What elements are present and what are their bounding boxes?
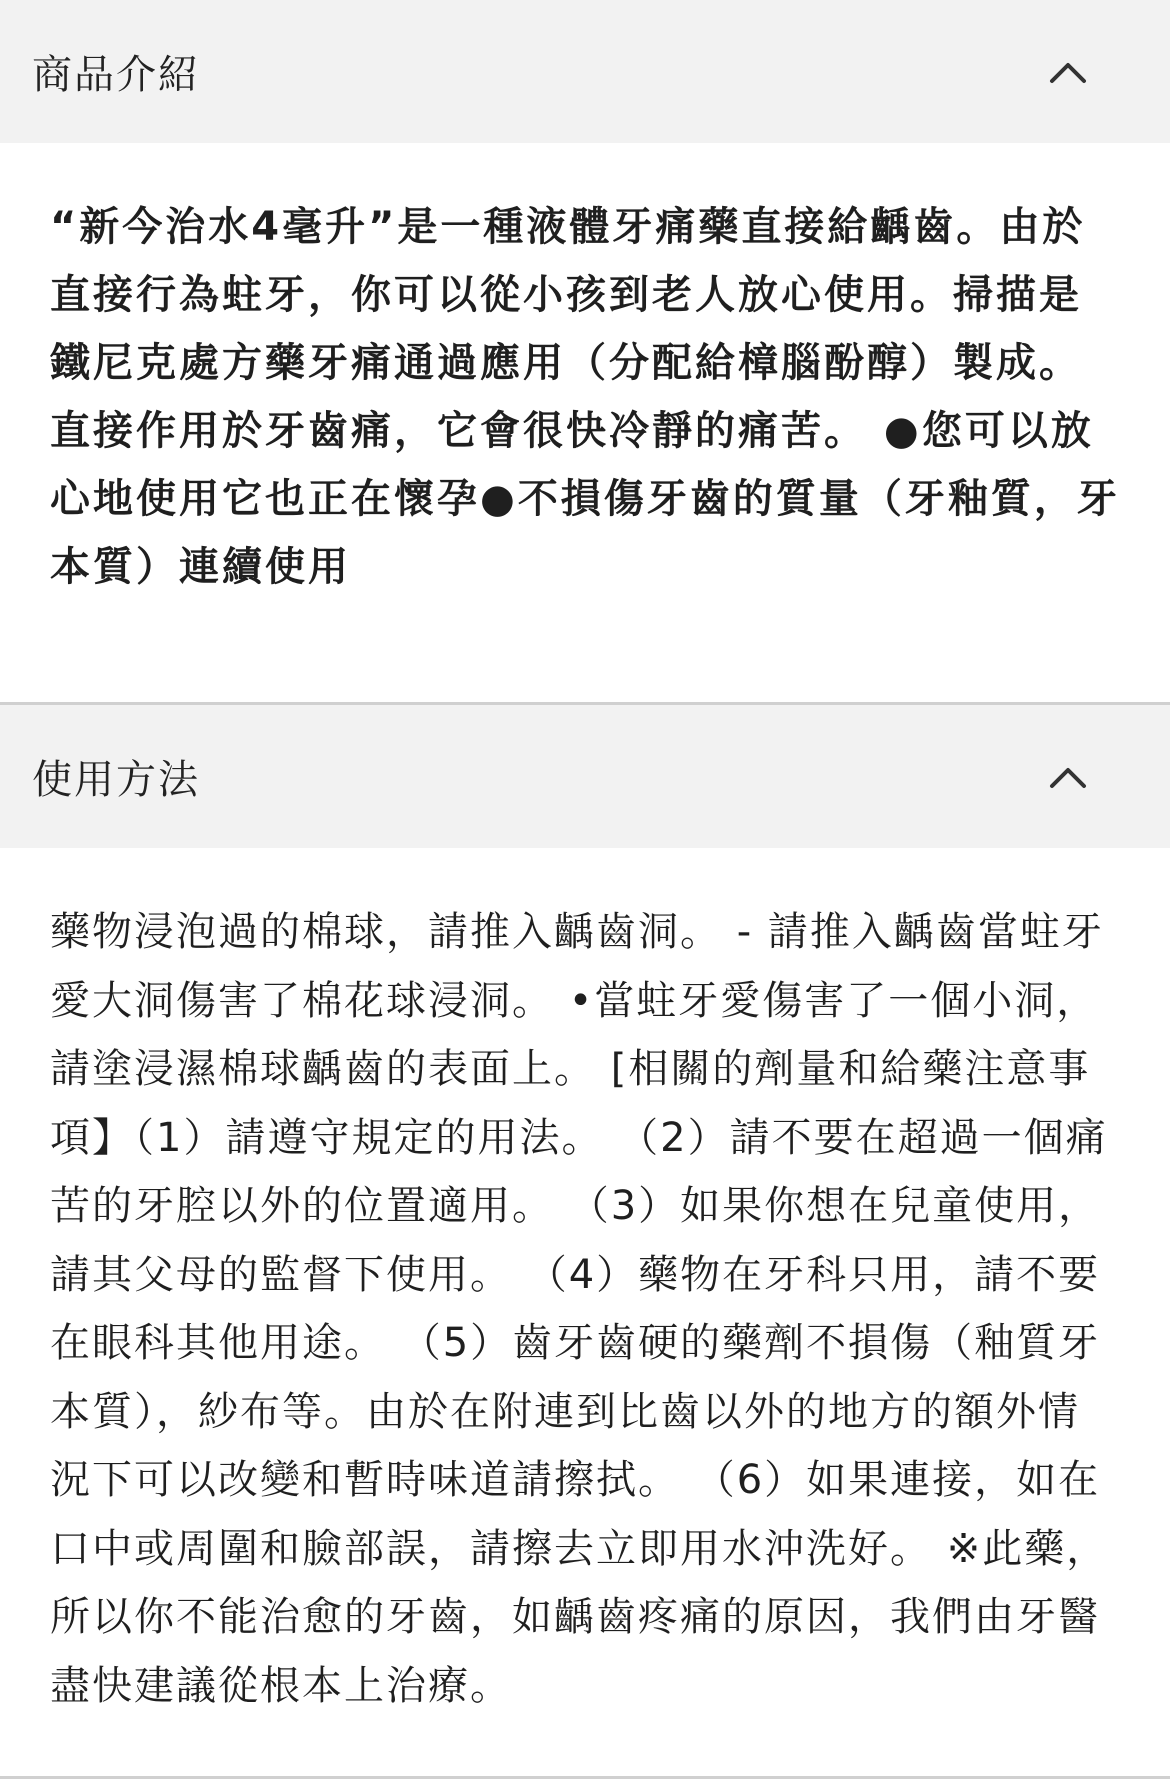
chevron-up-icon[interactable]: [1048, 52, 1088, 92]
usage-instructions: 藥物浸泡過的棉球，請推入齲齒洞。 - 請推入齲齒當蛀牙愛大洞傷害了棉花球浸洞。 •當蛀牙愛傷害了一個小洞，請塗浸濕棉球齲齒的表面上。 [相關的劑量和給藥注意事項】（1）請遵守規定的用法。 （2）請不要在超過一個痛苦的牙腔以外的位置適用。 （3）如果你想在兒童使用，請其父母的監督下使用。 （4）藥物在牙科只用，請不要在眼科其他用途。 （5）齒牙齒硬的藥劑不損傷（釉質牙本質），紗布等。由於在附連到比齒以外的地方的額外情況下可以改變和暫時味道請擦拭。 （6）如果連接，如在口中或周圍和臉部誤，請擦去立即用水沖洗好。 ※此藥，所以你不能治愈的牙齒，如齲齒疼痛的原因，我們由牙醫盡快建議從根本上治療。: [50, 909, 1109, 1709]
product-intro-section: [0, 0, 1170, 702]
product-intro-body: [0, 143, 1170, 702]
section-title: 商品介紹: [32, 52, 200, 98]
usage-body: [0, 848, 1170, 1776]
section-title: 使用方法: [32, 757, 200, 803]
chevron-up-icon[interactable]: [1048, 757, 1088, 797]
usage-section: [0, 702, 1170, 1776]
product-intro-header[interactable]: [0, 0, 1170, 143]
usage-header[interactable]: [0, 705, 1170, 848]
product-description: “新今治水4毫升”是一種液體牙痛藥直接給齲齒。由於直接行為蛀牙，你可以從小孩到老人放心使用。掃描是鐵尼克處方藥牙痛通過應用（分配給樟腦酚醇）製成。直接作用於牙齒痛，它會很快冷靜的痛苦。 ●您可以放心地使用它也正在懷孕●不損傷牙齒的質量（牙釉質，牙本質）連續使用: [50, 204, 1120, 590]
